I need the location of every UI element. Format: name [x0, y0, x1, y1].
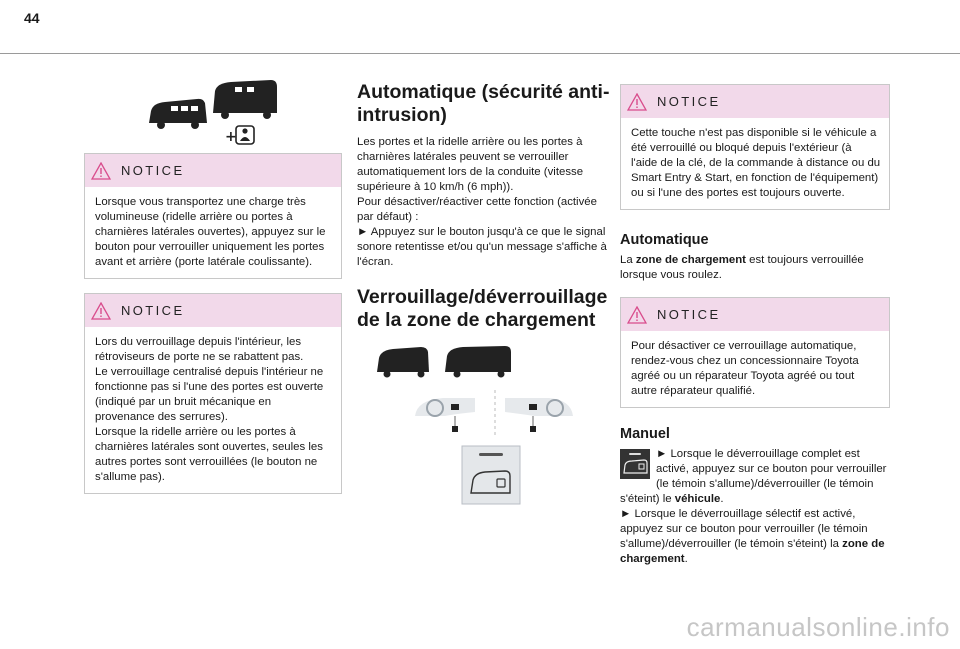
warning-icon [91, 302, 111, 320]
text-run: est toujours verrouillée lorsque vous roulez. [620, 254, 864, 281]
section-heading: Verrouillage/déverrouillage de la zone de chargement [357, 286, 608, 331]
notice-text: Cette touche n'est pas disponible si le véhicule a été verrouillé ou bloqué depuis l'extérieur (à l'aide de la clé, de la commande à distance ou du Smart Entry & Start, en fonction de l'équipement) ou si l'une des portes est toujours ouverte. [631, 127, 881, 199]
column-middle [357, 75, 612, 512]
text-run: ► Lorsque le déverrouillage complet est activé, appuyez sur ce bouton pour verrouiller (le témoin s'allume)/déverrouiller (le témoin s'éteint) le [620, 448, 887, 505]
paragraph [620, 447, 890, 567]
section-heading: Automatique (sécurité anti-intrusion) [357, 81, 610, 126]
warning-icon [627, 306, 647, 324]
warning-icon [627, 93, 647, 111]
notice-text: Lorsque vous transportez une charge très volumineuse (ridelle arrière ou portes à charnières latérales ouvertes), appuyez sur le bouton pour verrouiller uniquement les portes avant et arrière (porte latérale coulissante). [95, 196, 326, 268]
notice-header [85, 154, 341, 187]
text-run: ► Lorsque le déverrouillage sélectif est activé, appuyez sur ce bouton pour verrouiller (le témoin s'allume)/déverrouiller (le témoin s'éteint) la [620, 508, 868, 550]
subheading: Manuel [620, 426, 670, 442]
vehicle-figure [84, 75, 342, 153]
notice-box [84, 293, 342, 494]
text-run: La [620, 254, 636, 266]
bold-text: zone de chargement [620, 538, 885, 565]
bold-text: zone de chargement [635, 254, 746, 266]
warning-icon [91, 162, 111, 180]
notice-line: Le verrouillage centralisé depuis l'intérieur ne fonctionne pas si l'une des portes est ouverte (indiqué par un bruit mécanique en provenance des serrures). [95, 366, 324, 423]
notice-line: Lors du verrouillage depuis l'intérieur, les rétroviseurs de porte ne se rabattent pas. [95, 336, 304, 363]
notice-title: NOTICE [121, 163, 185, 178]
notice-text: Pour désactiver ce verrouillage automatique, rendez-vous chez un concessionnaire Toyota agréé ou un réparateur Toyota agréé ou tout autre réparateur qualifié. [631, 340, 859, 397]
paragraph-line: ► Appuyez sur le bouton jusqu'à ce que le signal sonore retentisse et/ou qu'un message s'affiche à l'écran. [357, 226, 607, 268]
notice-box [620, 297, 890, 408]
bold-text: véhicule [674, 493, 721, 505]
header-rule [0, 53, 960, 54]
dashboard-button-diagram [365, 342, 605, 512]
paragraph-line: Les portes et la ridelle arrière ou les portes à charnières latérales peuvent se verrouiller automatiquement lors de la conduite (vitesse supérieure à 10 km/h (6 mph)). [357, 136, 584, 193]
svg-text:+: + [225, 129, 237, 145]
notice-header [621, 298, 889, 331]
text-run: . [684, 553, 688, 565]
paragraph [357, 135, 612, 270]
notice-header [85, 294, 341, 327]
watermark: carmanualsonline.info [686, 612, 950, 642]
paragraph [620, 253, 890, 283]
paragraph-line: Pour désactiver/réactiver cette fonction (activée par défaut) : [357, 196, 597, 223]
subheading: Automatique [620, 232, 709, 248]
notice-title: NOTICE [657, 94, 721, 109]
column-left [84, 75, 342, 508]
notice-box [84, 153, 342, 279]
text-run: . [720, 493, 724, 505]
load-zone-figure [357, 342, 612, 512]
notice-title: NOTICE [121, 303, 185, 318]
notice-line: Lorsque la ridelle arrière ou les portes à charnières latérales sont ouvertes, seules les autres portes sont verrouillées (le bouton ne s'allume pas). [95, 426, 323, 483]
van-pair-icon [143, 75, 283, 147]
notice-text [85, 327, 341, 493]
notice-title: NOTICE [657, 307, 721, 322]
load-zone-lock-button-icon [620, 449, 650, 479]
notice-header [621, 85, 889, 118]
column-right [620, 84, 890, 567]
notice-box [620, 84, 890, 210]
page-number: 44 [24, 10, 40, 26]
